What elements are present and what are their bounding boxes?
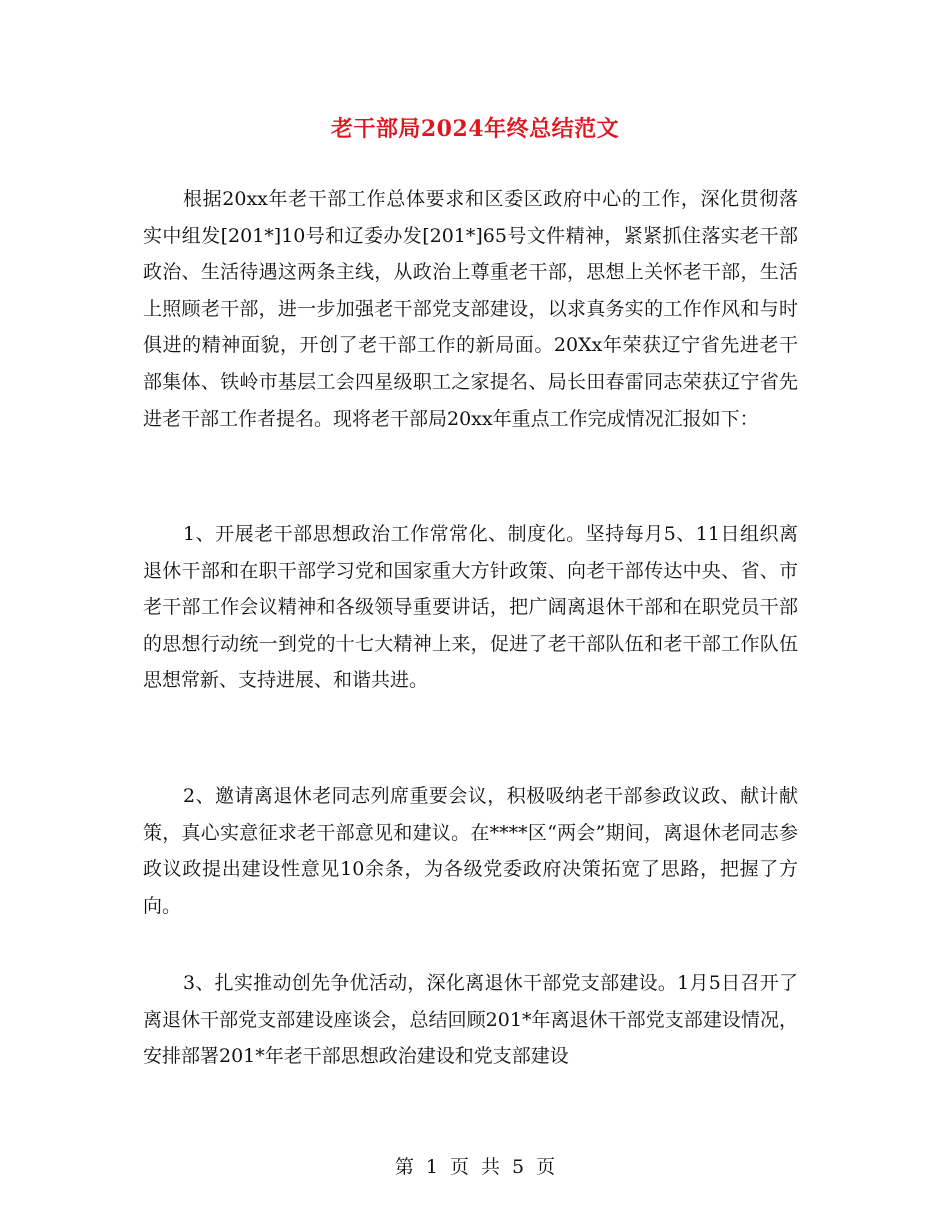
page-footer: 第 1 页 共 5 页 <box>394 1156 556 1178</box>
paragraph-item-1: 1、开展老干部思想政治工作常常化、制度化。坚持每月5、11日组织离退休干部和在职干部学习党和国家重大方针政策、向老干部传达中央、省、市老干部工作会议精神和各级领导重要讲话，把广阔离退休干部和在职党员干部的思想行动统一到党的十七大精神上来，促进了老干部队伍和老干部工作队伍思想常新、支持进展、和谐共进。 <box>143 523 798 692</box>
paragraph-item-3: 3、扎实推动创先争优活动，深化离退休干部党支部建设。1月5日召开了离退休干部党支部建设座谈会，总结回顾201*年离退休干部党支部建设情况，安排部署201*年老干部思想政治建设和党支部建设 <box>143 972 798 1068</box>
paragraph-intro: 根据20xx年老干部工作总体要求和区委区政府中心的工作，深化贯彻落实中组发[201*]10号和辽委办发[201*]65号文件精神，紧紧抓住落实老干部政治、生活待遇这两条主线，从政治上尊重老干部，思想上关怀老干部，生活上照顾老干部，进一步加强老干部党支部建设，以求真务实的工作作风和与时俱进的精神面貌，开创了老干部工作的新局面。20Xx年荣获辽宁省先进老干部集体、铁岭市基层工会四星级职工之家提名、局长田春雷同志荣获辽宁省先进老干部工作者提名。现将老干部局20xx年重点工作完成情况汇报如下： <box>143 188 798 430</box>
document-title: 老干部局2024年终总结范文 <box>330 116 620 142</box>
paragraph-item-2: 2、邀请离退休老同志列席重要会议，积极吸纳老干部参政议政、献计献策，真心实意征求老干部意见和建议。在****区“两会”期间，离退休老同志参政议政提出建设性意见10余条，为各级党委政府决策拓宽了思路，把握了方向。 <box>143 785 798 917</box>
